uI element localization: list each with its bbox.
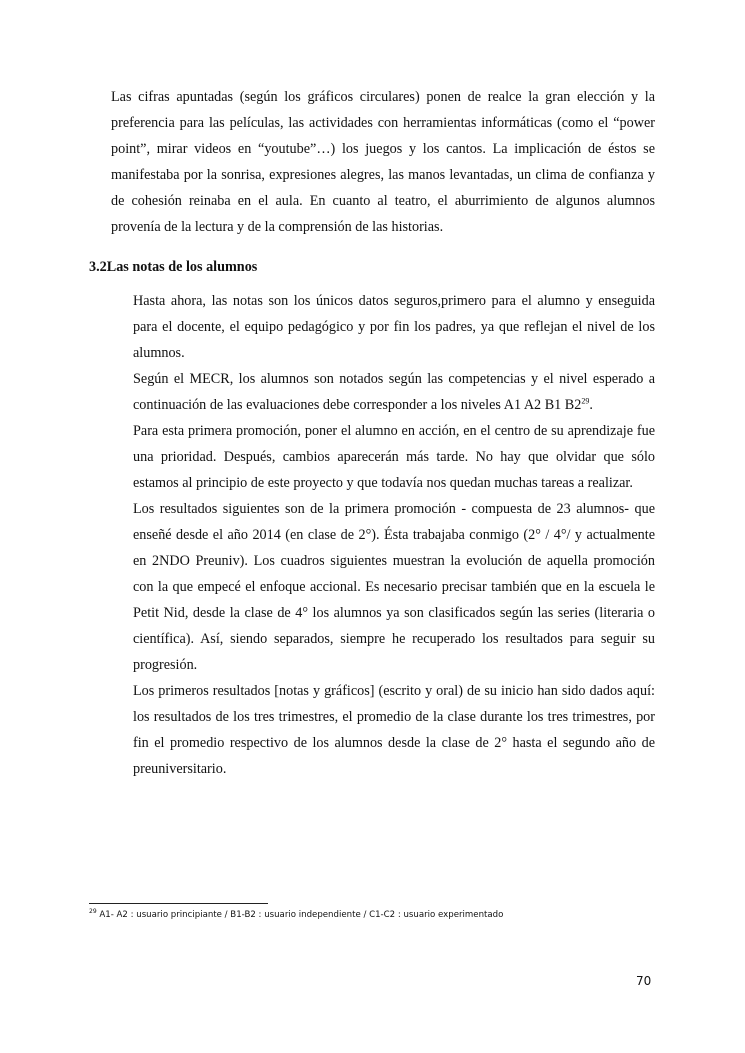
paragraph-mecr-text: Según el MECR, los alumnos son notados según las competencias y el nivel esperado a continuación de las evaluaciones debe corresponder a los niveles A1 A2 B1 B2 <box>133 371 655 413</box>
footnote <box>89 909 503 921</box>
paragraph-primeros-resultados: Los primeros resultados [notas y gráficos] (escrito y oral) de su inicio han sido dados aquí: los resultados de los tres trimestres, el promedio de la clase durante los tres trimestres, por fin el promedio respectivo de los alumnos desde la clase de 2° hasta el segundo año de preuniversitario. <box>133 683 655 777</box>
section-body <box>133 288 655 782</box>
intro-paragraph: Las cifras apuntadas (según los gráficos circulares) ponen de realce la gran elección y la preferencia para las películas, las actividades con herramientas informáticas (como el “power point”, mirar videos en “youtube”…) los juegos y los cantos. La implicación de éstos se manifestaba por la sonrisa, expresiones alegres, las manos levantadas, un clima de confianza y de cohesión reinaba en el aula. En cuanto al teatro, el aburrimiento de algunos alumnos provenía de la lectura y de la comprensión de las historias. <box>111 89 655 235</box>
paragraph-primera-promocion: Para esta primera promoción, poner el alumno en acción, en el centro de su aprendizaje fue una prioridad. Después, cambios aparecerán más tarde. No hay que olvidar que sólo estamos al principio de este proyecto y que todavía nos quedan muchas tareas a realizar. <box>133 423 655 491</box>
footnote-number: 29 <box>89 908 97 916</box>
section-heading: 3.2Las notas de los alumnos <box>89 259 258 275</box>
paragraph-notas-intro: Hasta ahora, las notas son los únicos datos seguros,primero para el alumno y enseguida para el docente, el equipo pedagógico y por fin los padres, ya que reflejan el nivel de los alumnos. <box>133 293 655 361</box>
paragraph-mecr <box>133 366 655 418</box>
paragraph-resultados-siguientes: Los resultados siguientes son de la primera promoción - compuesta de 23 alumnos- que enseñé desde el año 2014 (en clase de 2°). Ésta trabajaba conmigo (2° / 4°/ y actualmente en 2NDO Preuniv). Los cuadros siguientes muestran la evolución de aquella promoción con la que empecé el enfoque accional. Es necesario precisar también que en la escuela le Petit Nid, desde la clase de 4° los alumnos ya son clasificados según las series (literaria o científica). Así, siendo separados, siempre he recuperado los resultados para seguir su progresión. <box>133 501 655 673</box>
footnote-reference[interactable]: 29 <box>581 396 590 406</box>
paragraph-mecr-period: . <box>589 397 593 413</box>
footnote-text: A1- A2 : usuario principiante / B1-B2 : usuario independiente / C1-C2 : usuario experimentado <box>96 910 504 920</box>
page-number: 70 <box>636 974 652 988</box>
footnote-separator <box>89 903 268 904</box>
